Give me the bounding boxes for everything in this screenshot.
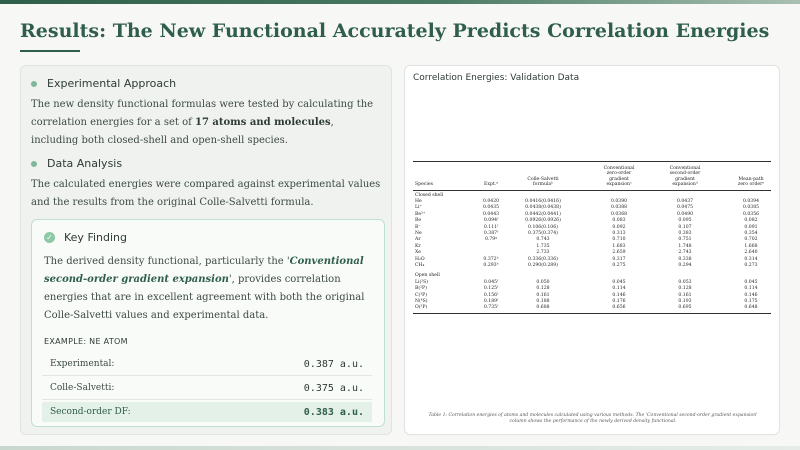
table-card	[404, 65, 780, 435]
row-divider	[42, 375, 372, 376]
table-cell: N(⁴S)	[415, 298, 428, 304]
table-cell: 0.743	[536, 237, 550, 243]
table-cell: 0.0356	[742, 211, 760, 217]
table-cell: 0.050	[536, 279, 550, 285]
table-cell: 0.688	[536, 305, 550, 311]
key-finding-heading: Key Finding	[64, 231, 127, 244]
table-cell: 0.188	[536, 298, 550, 304]
table-cell: He	[415, 198, 422, 204]
example-row-second-order: Second-order DF: 0.383 a.u.	[42, 402, 372, 422]
table-cell: 0.092	[612, 224, 626, 230]
table-cell: 0.648	[744, 305, 758, 311]
table-cell: 0.0443	[482, 211, 500, 217]
table-cell: 0.193	[678, 298, 692, 304]
row-divider	[42, 399, 372, 400]
bottom-accent-bar	[0, 446, 800, 450]
table-cell: 0.128	[536, 286, 550, 292]
table-cell: 0.175	[744, 298, 758, 304]
key-finding-heading-row	[44, 231, 127, 244]
table-cell: 0.336(0.336)	[528, 256, 558, 262]
table-cell: 0.275	[612, 262, 626, 268]
table-cell: 0.045ᶠ	[483, 279, 499, 285]
table-card-heading: Correlation Energies: Validation Data	[413, 73, 580, 83]
table-cell: 0.146	[744, 292, 758, 298]
table-cell: 1.683	[612, 243, 626, 249]
column-header: expansionᵈ	[672, 182, 698, 188]
table-rule	[413, 313, 771, 314]
example-row-colle-salvetti: Colle-Salvetti: 0.375 a.u.	[50, 382, 364, 394]
example-value: 0.383 a.u.	[303, 406, 364, 418]
table-cell: 0.314	[744, 256, 758, 262]
table-cell: 0.735ᶠ	[483, 305, 499, 311]
column-header: zero orderᵉ	[737, 182, 765, 188]
column-header: gradient	[675, 176, 695, 182]
table-cell: O(³P)	[415, 305, 428, 311]
table-cell: 0.045	[744, 279, 758, 285]
table-cell: 0.161	[678, 292, 692, 298]
table-cell: Xe	[415, 250, 421, 256]
table-cell: Be	[415, 218, 422, 224]
table-caption: Table 1: Correlation energies of atoms and molecules calculated using various methods. The 'Conventional second-order gradient expansion' column shows the performance of the newly derived density functional.	[428, 413, 758, 424]
table-cell: 0.0926(0.0926)	[525, 218, 561, 224]
table-cell: 0.317	[612, 256, 626, 262]
column-header: zero-order	[606, 171, 632, 177]
top-accent-bar	[0, 0, 800, 4]
table-cell: Ne	[415, 230, 422, 236]
table-cell: 1.668	[744, 243, 758, 249]
table-cell: Kr	[415, 243, 421, 249]
analysis-text: The calculated energies were compared against experimental values and the results from the original Colle-Salvetti formula.	[31, 179, 381, 208]
analysis-heading-row	[31, 157, 122, 170]
table-cell: 0.128	[678, 286, 692, 292]
table-cell: 0.091	[744, 224, 758, 230]
table-cell: 1.748	[678, 243, 692, 249]
table-cell: 0.0388	[610, 205, 628, 211]
key-finding-card	[31, 219, 385, 427]
key-finding-text: The derived density functional, particularly the 'Conventional second-order gradient expansion', provides correlation energies that are in excellent agreement with both the original Colle-Salvetti values and experimental data.	[44, 256, 365, 321]
table-cell: 0.702	[744, 237, 758, 243]
table-group-label: Open shell	[415, 273, 440, 279]
table-cell: 0.156ᶠ	[483, 292, 499, 298]
column-header: gradient	[609, 176, 629, 182]
table-cell: 0.0420	[482, 198, 500, 204]
table-cell: H₂O	[415, 256, 425, 262]
table-cell: 0.114	[744, 286, 758, 292]
column-header: Species	[415, 182, 433, 188]
table-cell: 0.094ᶠ	[483, 218, 499, 224]
table-cell: 0.0442(0.0441)	[525, 211, 561, 217]
table-cell: 0.0385	[742, 205, 760, 211]
table-cell: 0.083	[612, 218, 626, 224]
table-cell: CH₄	[415, 262, 425, 268]
table-cell: 0.189ᶠ	[483, 298, 499, 304]
table-cell: 0.0475	[676, 205, 694, 211]
table-cell: 0.290(0.289)	[528, 262, 558, 268]
table-cell: 0.375(0.374)	[528, 230, 558, 236]
analysis-heading: Data Analysis	[47, 157, 123, 170]
approach-heading: Experimental Approach	[47, 77, 177, 90]
title-underline	[20, 50, 80, 52]
table-cell: 2.659	[612, 250, 626, 256]
approach-heading-row	[31, 77, 176, 90]
table-cell: 0.0437	[676, 198, 694, 204]
table-cell: 0.710	[612, 237, 626, 243]
bullet-dot-icon	[31, 161, 37, 167]
table-cell: 1.735	[536, 243, 550, 249]
table-cell: 0.111ᶠ	[483, 224, 499, 230]
column-header: Mean-path	[738, 176, 764, 182]
summary-card	[20, 65, 392, 435]
column-header: Expt.ᵃ	[484, 182, 498, 188]
table-rule	[413, 190, 771, 191]
table-cell: 0.695	[678, 305, 692, 311]
column-header: formulaᵇ	[532, 182, 554, 188]
table-cell: 0.106(0.106)	[528, 224, 558, 230]
table-cell: 0.107	[678, 224, 692, 230]
table-cell: B⁻	[415, 224, 421, 230]
column-header: Conventional	[669, 165, 701, 171]
table-cell: 0.751	[678, 237, 692, 243]
table-cell: 0.0435	[482, 205, 500, 211]
table-cell: 0.0394	[742, 198, 760, 204]
approach-text: The new density functional formulas were tested by calculating the correlation energies for a set of 17 atoms and molecules, including both closed-shell and open-shell species.	[31, 99, 374, 146]
table-cell: 2.640	[744, 250, 758, 256]
check-circle-icon: ✓	[44, 232, 55, 243]
table-cell: Li⁺	[415, 205, 422, 211]
example-heading: EXAMPLE: NE ATOM	[44, 337, 128, 346]
table-rule	[413, 161, 771, 162]
table-cell: 0.294	[678, 262, 692, 268]
table-cell: 0.387ᶠ	[483, 230, 499, 236]
table-cell: 0.273	[744, 262, 758, 268]
bullet-dot-icon	[31, 81, 37, 87]
table-cell: 2.743	[678, 250, 692, 256]
approach-bold: 17 atoms and molecules	[194, 117, 331, 128]
column-header: Conventional	[603, 165, 635, 171]
table-cell: 0.0390	[610, 198, 628, 204]
example-value: 0.375 a.u.	[303, 382, 364, 394]
example-row-experimental: Experimental: 0.387 a.u.	[50, 358, 364, 370]
key-finding-emphasis: Conventional second-order gradient expansion	[44, 256, 364, 285]
table-cell: 0.338	[678, 256, 692, 262]
column-header: Colle-Salvetti	[527, 176, 559, 182]
table-cell: 0.082	[744, 218, 758, 224]
table-cell: Be²⁺	[415, 211, 426, 217]
table-cell: 0.095	[678, 218, 692, 224]
example-value: 0.387 a.u.	[303, 358, 364, 370]
table-cell: 0.125ᶠ	[483, 286, 499, 292]
table-cell: 0.383	[678, 230, 692, 236]
table-cell: 0.161	[536, 292, 550, 298]
table-cell: 0.354	[744, 230, 758, 236]
table-cell: 0.372ʰ	[483, 256, 499, 262]
table-cell: 0.176	[612, 298, 626, 304]
table-cell: 0.045	[612, 279, 626, 285]
column-header: second-order	[669, 171, 701, 177]
table-cell: 0.0490	[676, 211, 694, 217]
table-cell: 0.146	[612, 292, 626, 298]
table-cell: 0.0438(0.0438)	[525, 205, 561, 211]
table-group-label: Closed shell	[415, 192, 444, 198]
table-cell: 2.733	[536, 250, 550, 256]
table-cell: Ar	[415, 237, 421, 243]
table-cell: B(²P)	[415, 286, 427, 292]
table-cell: 0.114	[612, 286, 626, 292]
table-cell: 0.053	[678, 279, 692, 285]
table-cell: 0.0368	[610, 211, 628, 217]
column-header: expansionᶜ	[606, 182, 632, 188]
table-cell: C(³P)	[415, 292, 428, 298]
table-cell: Li(²S)	[415, 279, 429, 285]
page-title: Results: The New Functional Accurately Predicts Correlation Energies	[20, 20, 770, 42]
table-cell: 0.313	[612, 230, 626, 236]
table-cell: 0.656	[612, 305, 626, 311]
table-cell: 0.0416(0.0416)	[525, 198, 561, 204]
table-cell: 0.293ʰ	[483, 262, 499, 268]
table-cell: 0.79ᵍ	[484, 237, 498, 243]
